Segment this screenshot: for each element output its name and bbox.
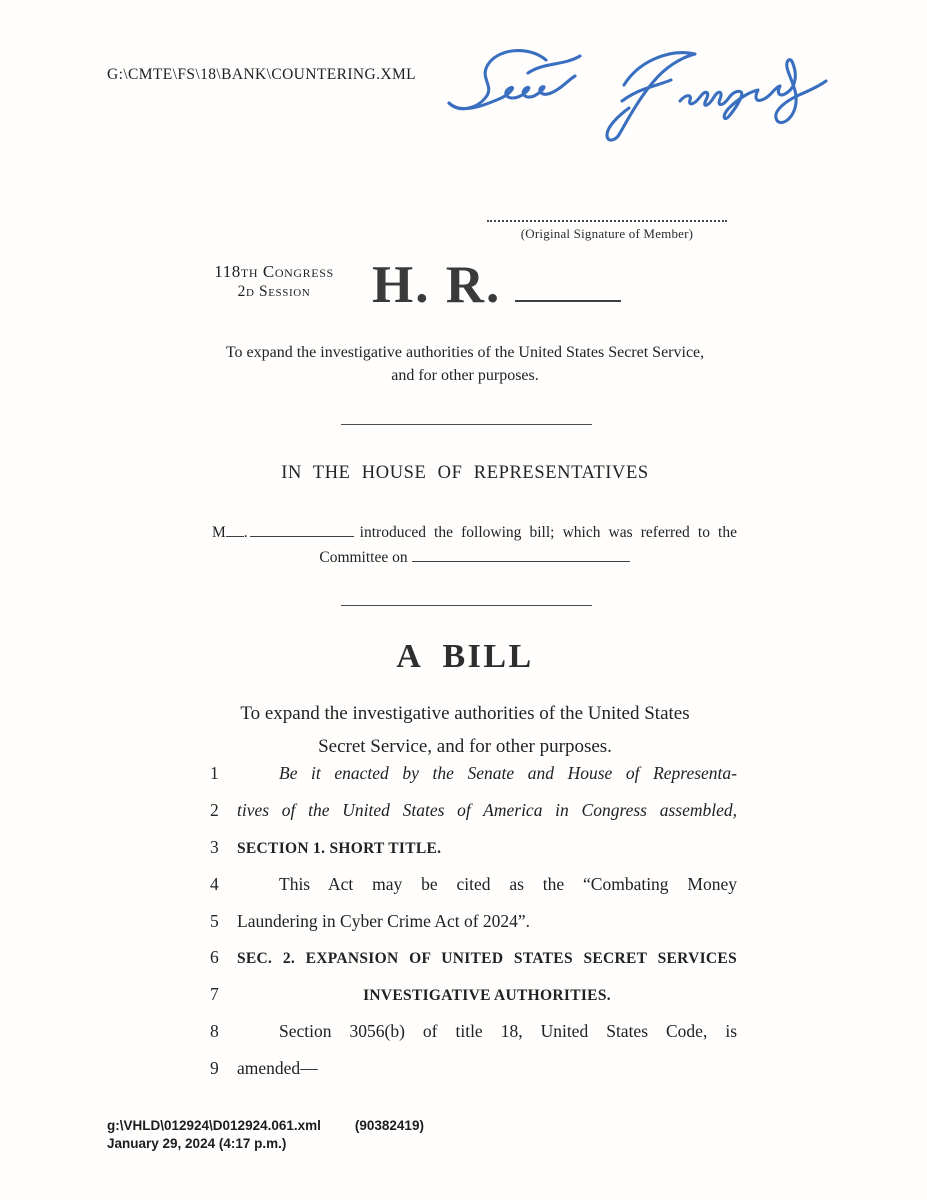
bill-line-row	[210, 1058, 737, 1095]
footer-print-code: (90382419)	[354, 1118, 424, 1133]
congress-number: 118th Congress	[214, 262, 334, 281]
sponsor-prefix: M	[212, 524, 226, 541]
official-title-line1: To expand the investigative authorities of the United States Secret Service,	[225, 344, 705, 361]
official-title	[190, 341, 740, 387]
line-number: 9	[210, 1058, 219, 1079]
line-number: 5	[210, 910, 219, 931]
footer-date: January 29, 2024 (4:17 p.m.)	[107, 1136, 287, 1151]
bill-line-row	[210, 800, 737, 837]
sponsor-name-blank	[250, 523, 354, 537]
introduction-paragraph	[212, 522, 737, 569]
line-number: 3	[210, 836, 219, 857]
bill-line-row	[210, 947, 737, 984]
line-text: Be it enacted by the Senate and House of Representa-	[279, 763, 737, 783]
bill-number-blank	[515, 260, 621, 302]
bill-title	[190, 697, 740, 763]
signature-stroke-tcross	[528, 56, 580, 73]
congress-session-block	[185, 262, 363, 301]
bill-title-line2: Secret Service, and for other purposes.	[318, 736, 612, 757]
bill-body	[210, 763, 737, 1095]
congress-session: 2d Session	[237, 283, 311, 300]
bill-line-row	[210, 837, 737, 874]
header-file-path: G:\CMTE\FS\18\BANK\COUNTERING.XML	[107, 66, 417, 83]
introduction-text: introduced the following bill; which was referred to the	[359, 524, 737, 541]
line-number: 8	[210, 1021, 219, 1042]
line-text: Laundering in Cyber Crime Act of 2024”.	[237, 910, 531, 931]
member-signature	[428, 44, 848, 152]
official-title-line2: and for other purposes.	[391, 367, 539, 384]
line-number: 7	[210, 984, 219, 1005]
signature-stroke-cott	[449, 76, 575, 109]
bill-heading: A BILL	[396, 638, 534, 675]
line-text: Section 3056(b) of title 18, United States Code, is	[279, 1021, 737, 1042]
footer-file-path: g:\VHLD\012924\D012924.061.xml	[107, 1118, 321, 1133]
bill-number-block	[372, 255, 621, 315]
signature-dotted-line	[487, 208, 727, 222]
line-number: 6	[210, 947, 219, 968]
bill-line-row	[210, 874, 737, 911]
sponsor-punct: .	[243, 524, 248, 541]
bill-line-row	[210, 1021, 737, 1058]
signature-stroke-f	[607, 53, 695, 140]
bill-title-line1: To expand the investigative authorities of the United States	[240, 703, 690, 724]
line-text: amended—	[237, 1058, 318, 1079]
line-text: INVESTIGATIVE AUTHORITIES.	[363, 987, 611, 1005]
divider-rule-top	[341, 424, 592, 425]
bill-line-row	[210, 763, 737, 800]
line-text: SEC. 2. EXPANSION OF UNITED STATES SECRET SERVICES	[237, 950, 737, 968]
chamber-heading: IN THE HOUSE OF REPRESENTATIVES	[281, 463, 649, 483]
signature-caption: (Original Signature of Member)	[520, 226, 694, 241]
signature-stroke-itzgerald	[680, 60, 826, 123]
committee-label: Committee on	[319, 549, 408, 566]
committee-name-blank	[412, 548, 630, 562]
line-number: 4	[210, 873, 219, 894]
bill-line-row	[210, 911, 737, 948]
sponsor-title-blank	[226, 523, 244, 537]
line-text: tives of the United States of America in Congress assembled,	[237, 799, 737, 820]
line-number: 1	[210, 763, 219, 783]
bill-line-row	[210, 984, 737, 1021]
footer-line1	[107, 1117, 424, 1135]
signature-line-block	[487, 208, 727, 242]
line-text: This Act may be cited as the “Combating Money	[279, 873, 737, 894]
line-text: SECTION 1. SHORT TITLE.	[237, 839, 442, 857]
introduction-line2	[212, 547, 737, 569]
footer-block	[107, 1117, 424, 1153]
bill-number-label: H. R.	[372, 256, 502, 314]
line-number: 2	[210, 799, 219, 820]
introduction-line1	[212, 522, 737, 544]
divider-rule-bottom	[341, 605, 592, 606]
